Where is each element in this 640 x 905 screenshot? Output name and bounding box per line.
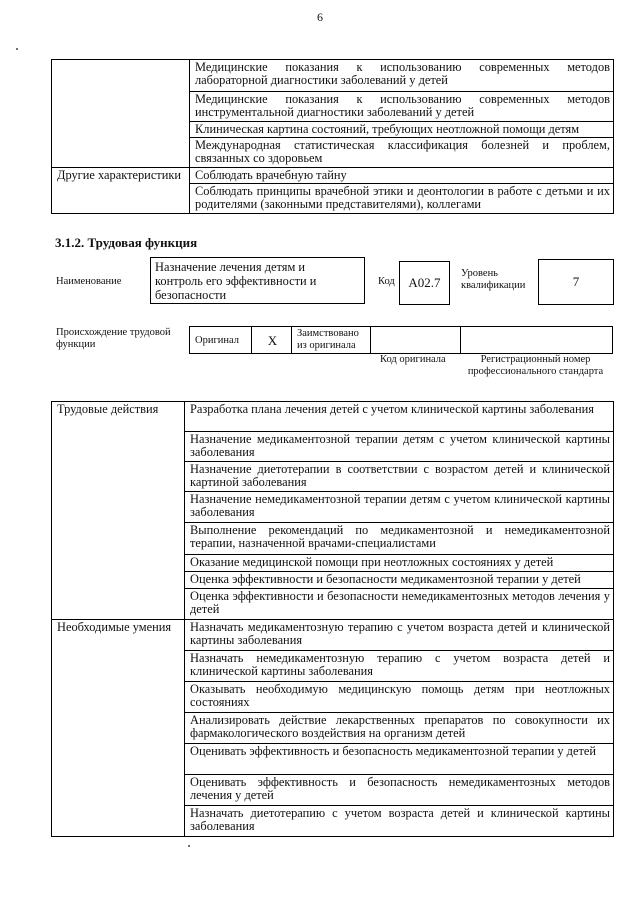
top-table-left-cell <box>52 60 190 168</box>
reg-caption: Регистрационный номер профессионального стандарта <box>467 354 604 377</box>
list-item: Оценивать эффективность и безопасность немедикаментозных методов лечения у детей <box>185 775 614 806</box>
code-label: Код <box>378 276 395 287</box>
level-label: Уровень квалификации <box>461 268 526 291</box>
list-item: Выполнение рекомендаций по медикаментозной и немедикаментозной терапии, назначенной врачами-специалистами <box>185 523 614 555</box>
origin-table <box>189 326 613 354</box>
table-row <box>52 620 614 651</box>
group-label: Трудовые действия <box>52 402 185 620</box>
code-caption: Код оригинала <box>380 354 446 365</box>
top-table-cell: Международная статистическая классификация болезней и проблем, связанных со здоровьем <box>190 138 614 168</box>
top-table-left-cell: Другие характеристики <box>52 168 190 214</box>
code-value: A02.7 <box>408 275 441 290</box>
table-row <box>190 327 613 354</box>
list-item: Оценка эффективности и безопасности медикаментозной терапии у детей <box>185 572 614 589</box>
main-table <box>51 401 614 837</box>
top-table-cell: Соблюдать принципы врачебной этики и деонтологии в работе с детьми и их родителями (законными представителями), коллегами <box>190 184 614 214</box>
list-item: Назначать медикаментозную терапию с учетом возраста детей и клинической картины заболевания <box>185 620 614 651</box>
list-item: Оценивать эффективность и безопасность медикаментозной терапии у детей <box>185 744 614 775</box>
list-item: Назначать немедикаментозную терапию с учетом возраста детей и клинической картины заболевания <box>185 651 614 682</box>
list-item: Назначение медикаментозной терапии детям с учетом клинической картины заболевания <box>185 432 614 462</box>
list-item: Назначать диетотерапию с учетом возраста детей и клинической картины заболевания <box>185 806 614 837</box>
original-label: Оригинал <box>190 327 252 354</box>
list-item: Оценка эффективности и безопасности немедикаментозных методов лечения у детей <box>185 589 614 620</box>
name-value: Назначение лечения детям и контроль его эффективности и безопасности <box>155 260 317 302</box>
table-row <box>52 402 614 432</box>
scan-mark <box>188 845 190 847</box>
original-code-cell <box>371 327 461 354</box>
top-table <box>51 59 614 214</box>
scan-mark <box>16 48 18 50</box>
table-row <box>52 168 614 184</box>
borrowed-label: Заимствовано из оригинала <box>292 327 371 354</box>
level-value: 7 <box>572 274 580 289</box>
origin-label: Происхождение трудовой функции <box>56 327 171 350</box>
name-label: Наименование <box>56 276 122 287</box>
list-item: Анализировать действие лекарственных препаратов по совокупности их фармакологического воздействия на организм детей <box>185 713 614 744</box>
top-table-cell: Медицинские показания к использованию современных методов лабораторной диагностики заболеваний у детей <box>190 60 614 92</box>
top-table-cell: Клиническая картина состояний, требующих неотложной помощи детям <box>190 122 614 138</box>
table-row <box>52 60 614 92</box>
list-item: Оказание медицинской помощи при неотложных состояниях у детей <box>185 555 614 572</box>
original-mark: X <box>252 327 292 354</box>
list-item: Назначение немедикаментозной терапии детям с учетом клинической картины заболевания <box>185 492 614 523</box>
list-item: Назначение диетотерапии в соответствии с возрастом детей и клинической картиной заболевания <box>185 462 614 492</box>
list-item: Разработка плана лечения детей с учетом клинической картины заболевания <box>185 402 614 432</box>
list-item: Оказывать необходимую медицинскую помощь детям при неотложных состояниях <box>185 682 614 713</box>
top-table-cell: Медицинские показания к использованию современных методов инструментальной диагностики заболеваний у детей <box>190 92 614 122</box>
group-label: Необходимые умения <box>52 620 185 837</box>
section-title: 3.1.2. Трудовая функция <box>55 235 198 250</box>
top-table-cell: Соблюдать врачебную тайну <box>190 168 614 184</box>
reg-number-cell <box>461 327 613 354</box>
page-number: 6 <box>317 10 323 24</box>
